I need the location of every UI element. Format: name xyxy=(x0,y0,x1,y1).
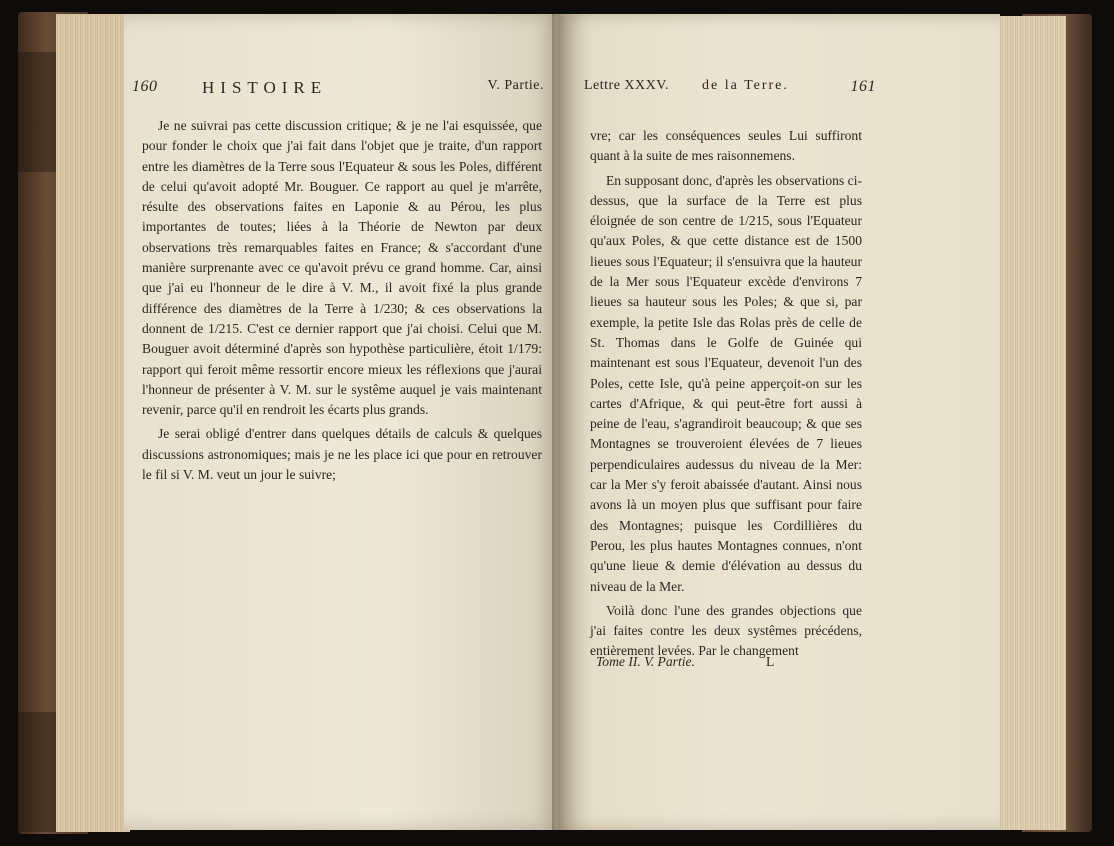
footer-volume: Tome II. V. Partie. xyxy=(596,654,695,669)
right-paragraph-2: En supposant donc, d'après les observations ci-dessus, que la surface de la Terre est plus éloignée de son centre de 1/215, sous l'Equateur qu'aux Poles, & que cette distance est de 1500 lieues sous l'Equateur; il s'ensuivra que la hauteur de la Mer sous l'Equateur excède d'environs 7 lieues sa hauteur sous les Poles; & que si, par exemple, la petite Isle das Rolas près de celle de St. Thomas dans le Golfe de Guinée qui maintenant est sous l'Equateur, devenoit l'un des Poles, cette Isle, qu'à peine apperçoit-on sur les cartes d'Afrique, & qui peut-être fort aussi à peine de l'eau, s'agrandiroit beaucoup; & que ses Montagnes se trouveroient élevées de 7 lieues perpendiculaires audessus du niveau de la Mer: car la Mer s'y feroit abaissée d'autant. Ainsi nous avons là un moyen plus que suffisant pour faire des Montagnes; puisque les Cordillières du Perou, les plus hautes Montagnes connues, n'ont qu'une lieue & demie d'élévation au dessus du niveau de la Mer. xyxy=(590,172,862,594)
right-page-edges xyxy=(996,16,1066,830)
left-page-body xyxy=(142,116,542,489)
left-paragraph-2: Je serai obligé d'entrer dans quelques détails de calculs & quelques discussions astronomiques; mais je ne les place ici que pour en retrouver le fil si V. M. veut un jour le suivre; xyxy=(142,426,542,483)
left-running-title: HISTOIRE xyxy=(202,78,328,97)
left-part-label: V. Partie. xyxy=(487,78,544,93)
left-page-number: 160 xyxy=(132,78,158,95)
left-page-edges xyxy=(56,14,130,832)
right-page-number: 161 xyxy=(850,78,876,95)
left-paragraph-1: Je ne suivrai pas cette discussion critique; & je ne l'ai esquissée, que pour fonder le choix que j'ai fait dans l'objet que je traite, d'un rapport entre les diamètres de la Terre sous l'Equateur & sous les Poles, différent de celui qu'avoit adopté Mr. Bouguer. Ce rapport au quel je m'arrête, résulte des observations faites en Laponie & au Pérou, les plus importantes de toutes; liées à la Théorie de Newton par deux observations très remarquables faites en France; & s'accordant d'une manière surprenante avec ce qu'avoit prévu ce grand homme. Car, ainsi que j'ai eu l'honneur de le dire à V. M., il avoit fixé la plus grande différence des diamètres de la Terre à 1/230; & ces observations la donnent de 1/215. C'est ce dernier rapport que j'ai choisi. Celui que M. Bouguer avoit déterminé d'après son hypothèse particulière, étoit 1/179: rapport qui feroit même ressortir encore mieux les réflexions que j'aurai l'honneur de présenter à V. M. sur le systême auquel je vais maintenant revenir, parce qu'il en rendroit les écarts plus grands. xyxy=(142,118,542,418)
footer-signature: L xyxy=(766,654,775,669)
right-running-letter: Lettre XXXV. xyxy=(584,78,670,93)
right-running-title: de la Terre. xyxy=(702,78,789,93)
right-paragraph-1: vre; car les conséquences seules Lui suffiront quant à la suite de mes raisonnemens. xyxy=(590,128,862,164)
right-paragraph-3: Voilà donc l'une des grandes objections que j'ai faites contre les deux systêmes précédens, entièrement levées. Par le changement xyxy=(590,602,862,659)
book-gutter xyxy=(552,14,566,830)
right-page-body xyxy=(590,126,862,666)
right-page-footer xyxy=(596,654,776,670)
